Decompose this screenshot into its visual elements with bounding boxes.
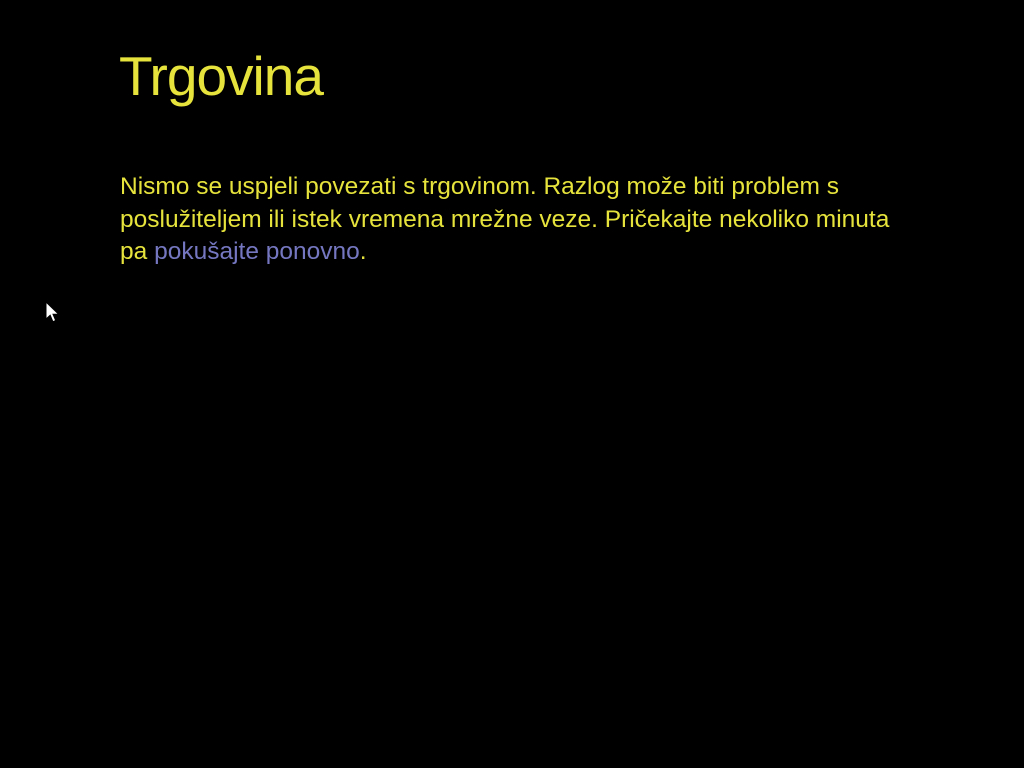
error-message-line2: poslužiteljem ili istek vremena mrežne veze. Pričekajte nekoliko minuta [120,205,890,233]
error-message [120,171,960,269]
error-message-line1: Nismo se uspjeli povezati s trgovinom. Razlog može biti problem s [120,173,839,200]
error-message-line3-prefix: pa [120,238,155,265]
retry-link[interactable]: pokušajte ponovno [154,238,360,265]
page-title: Trgovina [119,45,323,107]
mouse-cursor-icon [45,301,60,325]
error-message-line3-suffix: . [359,238,367,265]
